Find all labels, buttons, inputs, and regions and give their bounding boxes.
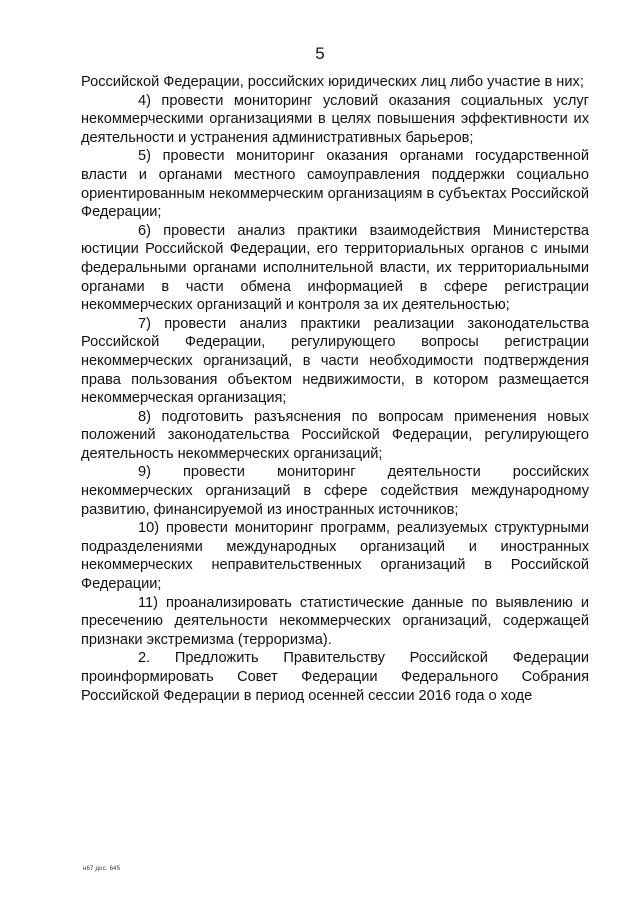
paragraph-item-11: 11) проанализировать статистические данные по выявлению и пресечению деятельности некоммерческих организаций, содержащей признаки экстремизма (терроризма). [81, 594, 589, 648]
paragraph-item-10: 10) провести мониторинг программ, реализуемых структурными подразделениями международных организаций и иностранных некоммерческих неправительственных организаций в Российской Федерации; [81, 520, 589, 593]
footer-document-code: н67 дос. 645 [83, 866, 121, 872]
paragraph-item-9: 9) провести мониторинг деятельности российских некоммерческих организаций в сфере содействия международному развитию, финансируемой из иностранных источников; [81, 464, 589, 518]
document-body [81, 73, 589, 705]
paragraph-item-6: 6) провести анализ практики взаимодействия Министерства юстиции Российской Федерации, его территориальных органов с иными федеральными органами исполнительной власти, их территориальными органами в части обмена информацией в сфере регистрации некоммерческих организаций и контроля за их деятельностью; [81, 222, 589, 314]
paragraph-continuation: Российской Федерации, российских юридических лиц либо участие в них; [81, 74, 584, 90]
page-number: 5 [315, 44, 325, 63]
paragraph-item-4: 4) провести мониторинг условий оказания социальных услуг некоммерческими организациями в целях повышения эффективности их деятельности и устранения административных барьеров; [81, 92, 589, 146]
paragraph-item-5: 5) провести мониторинг оказания органами государственной власти и органами местного самоуправления поддержки социально ориентированным некоммерческим организациям в субъектах Российской Федерации; [81, 148, 589, 221]
paragraph-section-2: 2. Предложить Правительству Российской Федерации проинформировать Совет Федерации Федерального Собрания Российской Федерации в период осенней сессии 2016 года о ходе [81, 650, 589, 704]
paragraph-item-7: 7) провести анализ практики реализации законодательства Российской Федерации, регулирующего вопросы регистрации некоммерческих организаций, в части необходимости подтверждения права пользования объектом недвижимости, в котором размещается некоммерческая организация; [81, 315, 589, 407]
paragraph-item-8: 8) подготовить разъяснения по вопросам применения новых положений законодательства Российской Федерации, регулирующего деятельность некоммерческих организаций; [81, 408, 589, 462]
